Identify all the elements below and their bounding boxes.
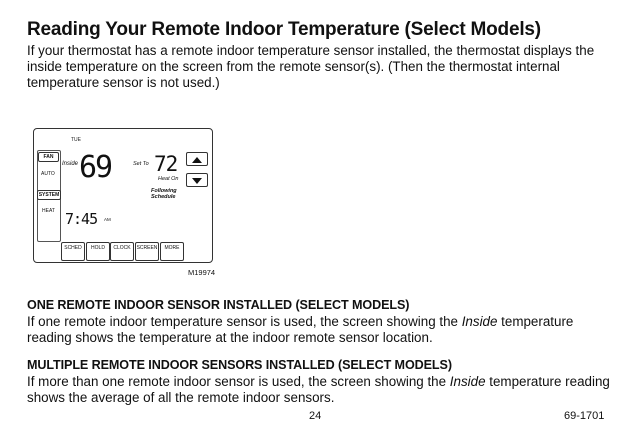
clock-button[interactable]: CLOCK [110,242,134,261]
section-multi-paragraph [27,374,612,406]
section-one-text-after: temperature reading shows the temperature at the indoor remote sensor location. [27,314,574,345]
section-one-text-before: If one remote indoor temperature sensor is used, the screen showing the [27,314,462,329]
intro-paragraph: If your thermostat has a remote indoor temperature sensor installed, the thermostat displays the inside temperature on the screen from the remote sensor(s). (Then the thermostat internal temperature sensor is not used.) [27,43,595,90]
schedule-label: Schedule [151,194,176,200]
ampm-label: AM [104,217,111,222]
inside-label: Inside [62,161,79,167]
down-arrow-icon [187,175,207,187]
page-title: Reading Your Remote Indoor Temperature (Select Models) [27,19,541,40]
system-mode: HEAT [42,208,55,214]
section-multi-emphasis: Inside [449,374,486,389]
figure-code: M19974 [188,268,216,277]
section-multi-text-after: temperature reading shows the average of all the remote indoor sensors. [27,374,610,405]
section-multi-heading: MULTIPLE REMOTE INDOOR SENSORS INSTALLED (SELECT MODELS) [27,358,452,372]
section-one-emphasis: Inside [461,314,498,329]
section-one-paragraph [27,314,612,346]
section-multi-text-before: If more than one remote indoor sensor is used, the screen showing the [27,374,450,389]
more-button[interactable]: MORE [160,242,184,261]
page-number: 24 [309,410,322,422]
hold-button[interactable]: HOLD [86,242,110,261]
temp-up-button[interactable] [186,152,208,166]
document-number: 69-1701 [564,410,605,422]
time-display: 7:45 [65,210,98,228]
inside-temperature: 69 [79,150,112,185]
sched-button[interactable]: SCHED [61,242,85,261]
heat-on-label: Heat On [158,176,179,182]
up-arrow-icon [187,154,207,166]
fan-button[interactable]: FAN [38,152,59,162]
day-label: TUE [71,137,81,143]
screen-button[interactable]: SCREEN [135,242,159,261]
following-label: Following [151,188,177,194]
set-to-label: Set To [133,161,149,167]
set-temperature: 72 [154,152,178,176]
temp-down-button[interactable] [186,173,208,187]
section-one-heading: ONE REMOTE INDOOR SENSOR INSTALLED (SELECT MODELS) [27,298,410,312]
fan-mode: AUTO [41,171,55,177]
system-button[interactable]: SYSTEM [38,192,60,198]
